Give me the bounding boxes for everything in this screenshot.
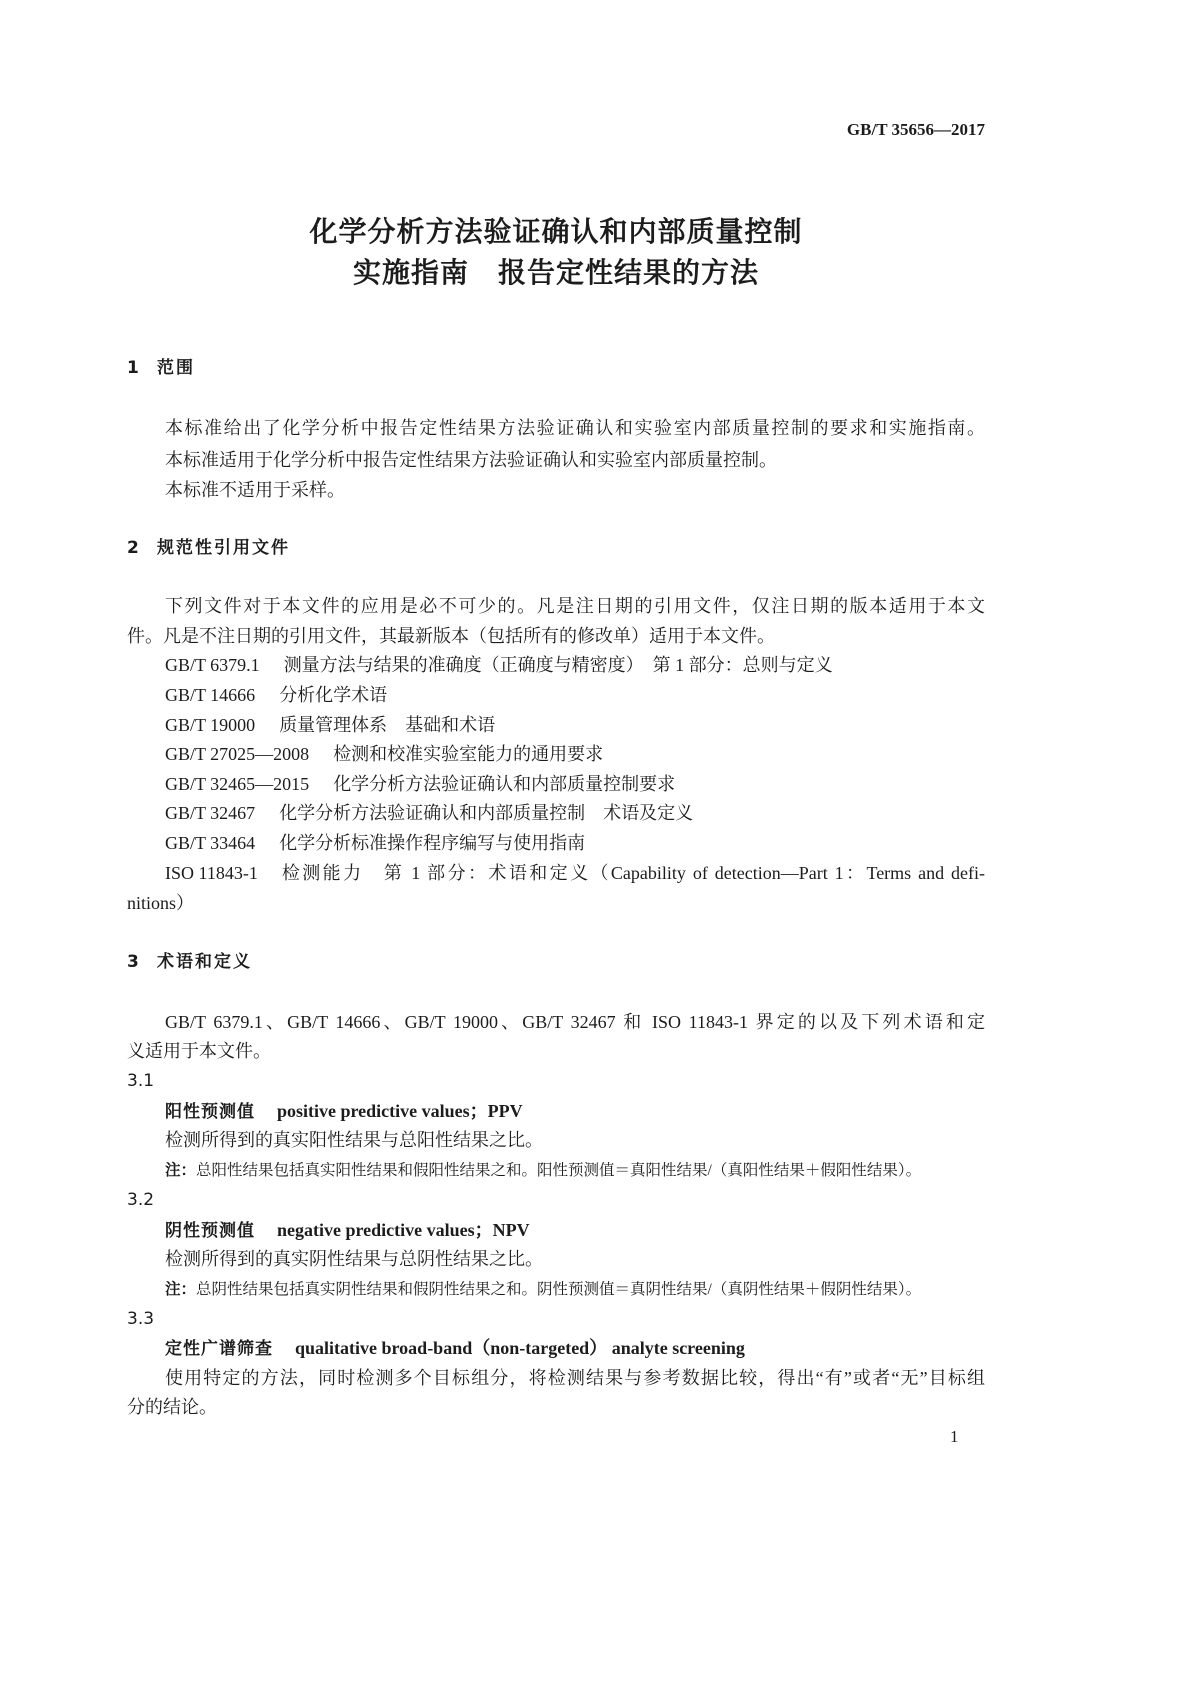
paragraph-line: 下列文件对于本文件的应用是必不可少的。凡是注日期的引用文件，仅注日期的版本适用于本文: [165, 596, 985, 616]
paragraph-line: 本标准不适用于采样。: [165, 480, 345, 500]
term-english: positive predictive values；PPV: [277, 1101, 523, 1121]
term-definition: 检测所得到的真实阴性结果与总阴性结果之比。: [165, 1249, 543, 1269]
reference-title: 质量管理体系 基础和术语: [279, 715, 496, 735]
term-note: [165, 1279, 921, 1300]
section-title: 范围: [157, 358, 195, 378]
reference-title: 化学分析方法验证确认和内部质量控制要求: [333, 774, 676, 794]
section-2-heading: [127, 538, 290, 558]
term-heading: [165, 1220, 530, 1242]
term-chinese: 阳性预测值: [165, 1102, 255, 1122]
standard-code: GB/T 35656—2017: [846, 120, 985, 139]
note-text: 总阴性结果包括真实阴性结果和假阴性结果之和。阴性预测值＝真阴性结果/（真阴性结果＋假阴性结果）。: [196, 1281, 922, 1298]
reference-item: [165, 833, 585, 853]
reference-item: [165, 715, 495, 735]
reference-code: GB/T 6379.1: [165, 655, 260, 675]
term-number: 3.1: [127, 1071, 155, 1091]
reference-title: 检测能力 第 1 部分：术语和定义（Capability of detection—Part 1：Terms and defi-: [281, 863, 985, 883]
section-number: 2: [127, 538, 141, 558]
term-heading: [165, 1338, 745, 1360]
term-definition: 检测所得到的真实阳性结果与总阳性结果之比。: [165, 1130, 543, 1150]
paragraph-line: 义适用于本文件。: [127, 1041, 271, 1061]
reference-code: GB/T 33464: [165, 833, 256, 853]
paragraph-line: 件。凡是不注日期的引用文件，其最新版本（包括所有的修改单）适用于本文件。: [127, 626, 775, 646]
note-text: 总阳性结果包括真实阳性结果和假阳性结果之和。阳性预测值＝真阳性结果/（真阳性结果＋假阳性结果）。: [196, 1162, 922, 1179]
reference-item: [165, 863, 985, 883]
reference-continuation: nitions）: [127, 893, 195, 913]
section-number: 3: [127, 952, 141, 972]
term-heading: [165, 1101, 523, 1123]
term-definition: 分的结论。: [127, 1397, 217, 1417]
section-number: 1: [127, 358, 141, 378]
section-title: 术语和定义: [157, 952, 252, 972]
reference-code: GB/T 19000: [165, 715, 256, 735]
reference-title: 检测和校准实验室能力的通用要求: [333, 744, 604, 764]
title-line-2: 实施指南 报告定性结果的方法: [352, 256, 759, 289]
reference-item: [165, 803, 693, 823]
reference-title: 测量方法与结果的准确度（正确度与精密度） 第 1 部分：总则与定义: [283, 655, 833, 675]
reference-title: 分析化学术语: [279, 685, 388, 705]
reference-item: [165, 744, 603, 764]
term-chinese: 定性广谱筛查: [165, 1339, 273, 1359]
reference-item: [165, 655, 833, 675]
term-note: [165, 1160, 921, 1181]
note-label: 注：: [165, 1280, 197, 1298]
note-label: 注：: [165, 1161, 197, 1179]
term-english: qualitative broad-band（non-targeted） analyte screening: [295, 1338, 745, 1358]
term-english: negative predictive values；NPV: [277, 1220, 530, 1240]
title-line-1: 化学分析方法验证确认和内部质量控制: [309, 215, 803, 248]
term-definition: 使用特定的方法，同时检测多个目标组分，将检测结果与参考数据比较，得出“有”或者“无”目标组: [165, 1368, 985, 1388]
term-number: 3.3: [127, 1309, 155, 1329]
reference-code: ISO 11843-1: [165, 863, 258, 883]
term-number: 3.2: [127, 1190, 155, 1210]
section-title: 规范性引用文件: [157, 538, 290, 558]
reference-item: [165, 774, 675, 794]
section-1-heading: [127, 358, 195, 378]
reference-item: [165, 685, 387, 705]
reference-title: 化学分析方法验证确认和内部质量控制 术语及定义: [279, 803, 694, 823]
paragraph-line: 本标准适用于化学分析中报告定性结果方法验证确认和实验室内部质量控制。: [165, 450, 777, 470]
reference-title: 化学分析标准操作程序编写与使用指南: [279, 833, 586, 853]
page-number: 1: [950, 1427, 959, 1446]
reference-code: GB/T 32465—2015: [165, 774, 310, 794]
reference-code: GB/T 27025—2008: [165, 744, 310, 764]
reference-code: GB/T 14666: [165, 685, 256, 705]
reference-code: GB/T 32467: [165, 803, 256, 823]
term-chinese: 阴性预测值: [165, 1221, 255, 1241]
section-3-heading: [127, 952, 252, 972]
paragraph-line: GB/T 6379.1、GB/T 14666、GB/T 19000、GB/T 32467 和 ISO 11843-1 界定的以及下列术语和定: [165, 1012, 985, 1032]
paragraph-line: 本标准给出了化学分析中报告定性结果方法验证确认和实验室内部质量控制的要求和实施指南。: [165, 418, 985, 438]
